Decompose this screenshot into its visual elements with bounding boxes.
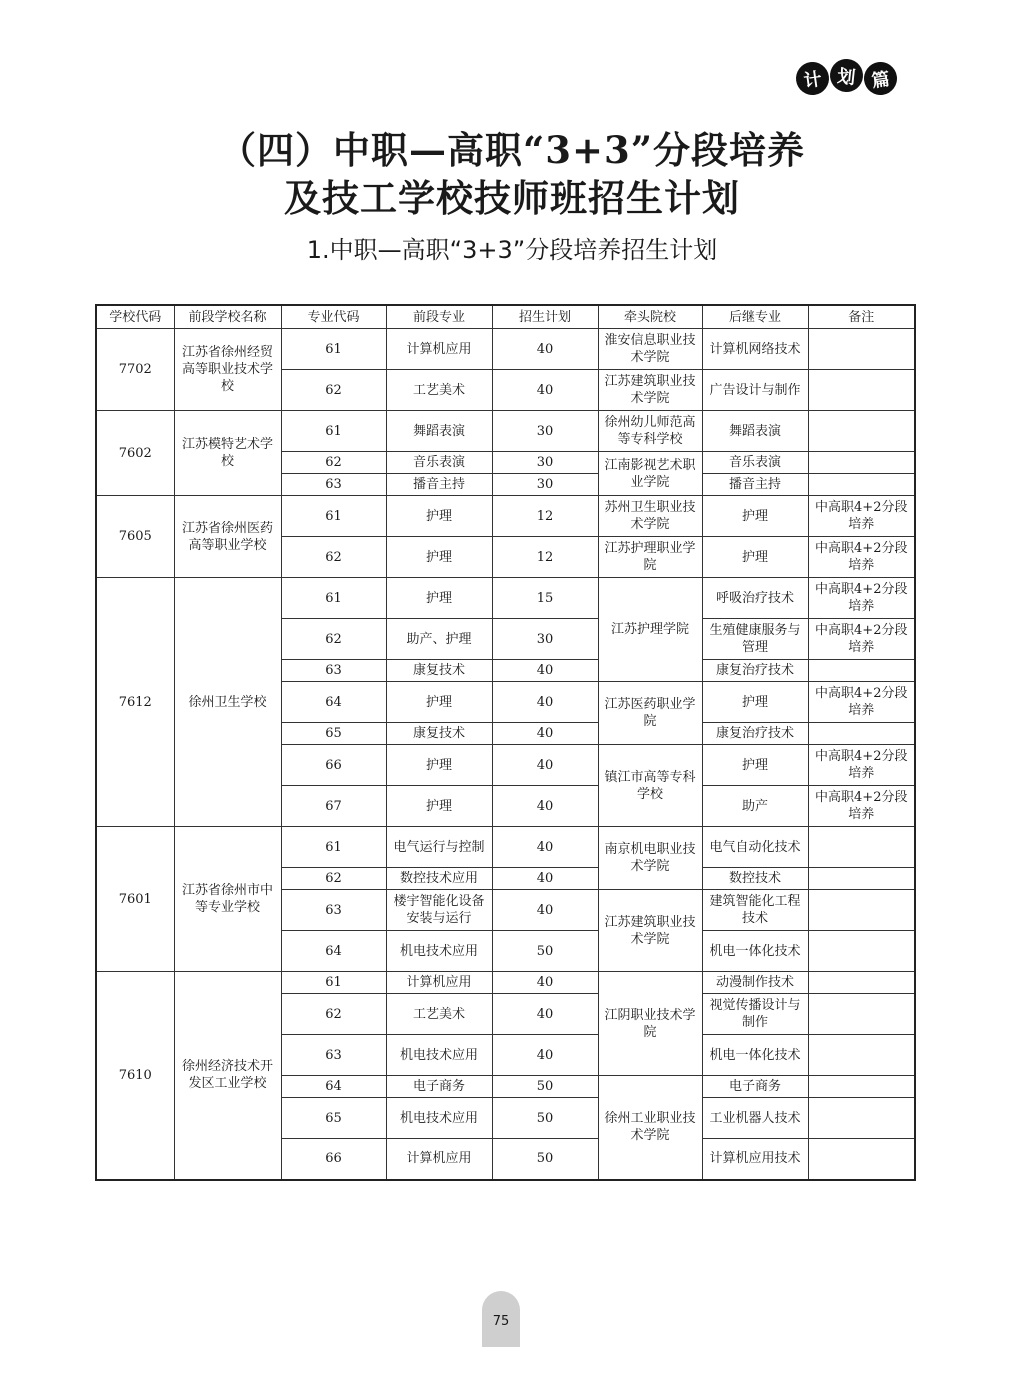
note-cell bbox=[808, 329, 915, 370]
next-major-cell: 计算机网络技术 bbox=[702, 329, 808, 370]
table-row bbox=[96, 411, 915, 452]
next-major-cell: 助产 bbox=[702, 786, 808, 827]
school-name-cell: 江苏省徐州医药高等职业学校 bbox=[174, 496, 281, 578]
school-code-cell: 7605 bbox=[96, 496, 174, 578]
school-name-cell: 江苏省徐州经贸高等职业技术学校 bbox=[174, 329, 281, 411]
plan-cell: 30 bbox=[492, 411, 598, 452]
major-code-cell: 65 bbox=[281, 723, 386, 745]
major-cell: 机电技术应用 bbox=[386, 1035, 492, 1076]
major-code-cell: 62 bbox=[281, 868, 386, 890]
school-code-cell: 7702 bbox=[96, 329, 174, 411]
major-code-cell: 62 bbox=[281, 619, 386, 660]
major-code-cell: 61 bbox=[281, 972, 386, 994]
next-major-cell: 机电一体化技术 bbox=[702, 1035, 808, 1076]
next-major-cell: 视觉传播设计与制作 bbox=[702, 994, 808, 1035]
school-code-cell: 7601 bbox=[96, 827, 174, 972]
major-cell: 护理 bbox=[386, 786, 492, 827]
major-cell: 护理 bbox=[386, 745, 492, 786]
plan-cell: 40 bbox=[492, 994, 598, 1035]
lead-college-cell: 淮安信息职业技术学院 bbox=[598, 329, 702, 370]
major-cell: 计算机应用 bbox=[386, 1139, 492, 1180]
note-cell bbox=[808, 411, 915, 452]
header-major: 前段专业 bbox=[386, 305, 492, 329]
plan-cell: 50 bbox=[492, 1098, 598, 1139]
next-major-cell: 护理 bbox=[702, 745, 808, 786]
plan-cell: 12 bbox=[492, 537, 598, 578]
major-code-cell: 61 bbox=[281, 578, 386, 619]
header-next-major: 后继专业 bbox=[702, 305, 808, 329]
note-cell bbox=[808, 1139, 915, 1180]
header-note: 备注 bbox=[808, 305, 915, 329]
major-code-cell: 63 bbox=[281, 474, 386, 496]
note-cell bbox=[808, 890, 915, 931]
note-cell bbox=[808, 1035, 915, 1076]
major-cell: 机电技术应用 bbox=[386, 931, 492, 972]
next-major-cell: 生殖健康服务与管理 bbox=[702, 619, 808, 660]
lead-college-cell: 苏州卫生职业技术学院 bbox=[598, 496, 702, 537]
major-code-cell: 65 bbox=[281, 1098, 386, 1139]
major-cell: 楼宇智能化设备安装与运行 bbox=[386, 890, 492, 931]
section-badge bbox=[796, 62, 897, 95]
next-major-cell: 康复治疗技术 bbox=[702, 723, 808, 745]
lead-college-cell: 江苏护理学院 bbox=[598, 578, 702, 682]
major-cell: 音乐表演 bbox=[386, 452, 492, 474]
note-cell bbox=[808, 994, 915, 1035]
next-major-cell: 呼吸治疗技术 bbox=[702, 578, 808, 619]
major-code-cell: 63 bbox=[281, 1035, 386, 1076]
major-cell: 播音主持 bbox=[386, 474, 492, 496]
plan-cell: 50 bbox=[492, 931, 598, 972]
major-cell: 护理 bbox=[386, 537, 492, 578]
school-name-cell: 徐州卫生学校 bbox=[174, 578, 281, 827]
note-cell bbox=[808, 474, 915, 496]
header-school-name: 前段学校名称 bbox=[174, 305, 281, 329]
next-major-cell: 护理 bbox=[702, 682, 808, 723]
plan-cell: 30 bbox=[492, 474, 598, 496]
plan-cell: 50 bbox=[492, 1139, 598, 1180]
major-code-cell: 66 bbox=[281, 745, 386, 786]
badge-char: 划 bbox=[828, 57, 864, 93]
major-cell: 工艺美术 bbox=[386, 994, 492, 1035]
major-code-cell: 66 bbox=[281, 1139, 386, 1180]
plan-cell: 40 bbox=[492, 972, 598, 994]
major-cell: 机电技术应用 bbox=[386, 1098, 492, 1139]
note-cell: 中高职4+2分段培养 bbox=[808, 745, 915, 786]
note-cell bbox=[808, 723, 915, 745]
enrollment-plan-table bbox=[95, 304, 916, 1181]
plan-cell: 40 bbox=[492, 890, 598, 931]
next-major-cell: 护理 bbox=[702, 496, 808, 537]
major-cell: 电气运行与控制 bbox=[386, 827, 492, 868]
next-major-cell: 电子商务 bbox=[702, 1076, 808, 1098]
next-major-cell: 数控技术 bbox=[702, 868, 808, 890]
next-major-cell: 建筑智能化工程技术 bbox=[702, 890, 808, 931]
lead-college-cell: 徐州工业职业技术学院 bbox=[598, 1076, 702, 1180]
lead-college-cell: 镇江市高等专科学校 bbox=[598, 745, 702, 827]
note-cell bbox=[808, 1076, 915, 1098]
next-major-cell: 护理 bbox=[702, 537, 808, 578]
plan-cell: 30 bbox=[492, 619, 598, 660]
note-cell bbox=[808, 972, 915, 994]
table-row bbox=[96, 827, 915, 868]
next-major-cell: 计算机应用技术 bbox=[702, 1139, 808, 1180]
plan-cell: 40 bbox=[492, 370, 598, 411]
plan-cell: 40 bbox=[492, 329, 598, 370]
major-cell: 护理 bbox=[386, 578, 492, 619]
major-code-cell: 62 bbox=[281, 370, 386, 411]
major-code-cell: 64 bbox=[281, 682, 386, 723]
major-cell: 数控技术应用 bbox=[386, 868, 492, 890]
next-major-cell: 广告设计与制作 bbox=[702, 370, 808, 411]
note-cell: 中高职4+2分段培养 bbox=[808, 578, 915, 619]
plan-cell: 40 bbox=[492, 682, 598, 723]
plan-cell: 40 bbox=[492, 660, 598, 682]
badge-char: 计 bbox=[794, 60, 831, 97]
major-cell: 护理 bbox=[386, 496, 492, 537]
plan-cell: 40 bbox=[492, 1035, 598, 1076]
note-cell bbox=[808, 1098, 915, 1139]
table-row bbox=[96, 329, 915, 370]
next-major-cell: 康复治疗技术 bbox=[702, 660, 808, 682]
lead-college-cell: 江苏建筑职业技术学院 bbox=[598, 370, 702, 411]
school-name-cell: 江苏省徐州市中等专业学校 bbox=[174, 827, 281, 972]
major-cell: 护理 bbox=[386, 682, 492, 723]
major-code-cell: 62 bbox=[281, 994, 386, 1035]
next-major-cell: 舞蹈表演 bbox=[702, 411, 808, 452]
lead-college-cell: 江苏医药职业学院 bbox=[598, 682, 702, 745]
major-cell: 康复技术 bbox=[386, 723, 492, 745]
section-subtitle: 1.中职—高职“3+3”分段培养招生计划 bbox=[306, 236, 718, 264]
plan-cell: 15 bbox=[492, 578, 598, 619]
major-code-cell: 62 bbox=[281, 452, 386, 474]
note-cell bbox=[808, 660, 915, 682]
note-cell: 中高职4+2分段培养 bbox=[808, 619, 915, 660]
plan-cell: 30 bbox=[492, 452, 598, 474]
note-cell: 中高职4+2分段培养 bbox=[808, 786, 915, 827]
table-header-row bbox=[96, 305, 915, 329]
major-cell: 助产、护理 bbox=[386, 619, 492, 660]
note-cell: 中高职4+2分段培养 bbox=[808, 682, 915, 723]
school-name-cell: 徐州经济技术开发区工业学校 bbox=[174, 972, 281, 1180]
plan-cell: 50 bbox=[492, 1076, 598, 1098]
page-title-line2: 及技工学校技师班招生计划 bbox=[284, 176, 740, 220]
plan-cell: 40 bbox=[492, 868, 598, 890]
table-row bbox=[96, 496, 915, 537]
title-block bbox=[0, 126, 1024, 266]
note-cell: 中高职4+2分段培养 bbox=[808, 537, 915, 578]
major-code-cell: 64 bbox=[281, 931, 386, 972]
badge-char: 篇 bbox=[862, 60, 899, 97]
next-major-cell: 机电一体化技术 bbox=[702, 931, 808, 972]
page-title-line1: （四）中职—高职“3+3”分段培养 bbox=[218, 128, 806, 172]
school-code-cell: 7610 bbox=[96, 972, 174, 1180]
header-plan: 招生计划 bbox=[492, 305, 598, 329]
header-school-code: 学校代码 bbox=[96, 305, 174, 329]
note-cell bbox=[808, 931, 915, 972]
major-code-cell: 61 bbox=[281, 496, 386, 537]
page-number: 75 bbox=[482, 1291, 520, 1347]
major-code-cell: 63 bbox=[281, 890, 386, 931]
school-code-cell: 7612 bbox=[96, 578, 174, 827]
lead-college-cell: 江苏建筑职业技术学院 bbox=[598, 890, 702, 972]
next-major-cell: 工业机器人技术 bbox=[702, 1098, 808, 1139]
major-cell: 康复技术 bbox=[386, 660, 492, 682]
major-code-cell: 61 bbox=[281, 329, 386, 370]
plan-cell: 12 bbox=[492, 496, 598, 537]
table-row bbox=[96, 972, 915, 994]
school-code-cell: 7602 bbox=[96, 411, 174, 496]
major-cell: 计算机应用 bbox=[386, 329, 492, 370]
next-major-cell: 电气自动化技术 bbox=[702, 827, 808, 868]
plan-cell: 40 bbox=[492, 723, 598, 745]
lead-college-cell: 江南影视艺术职业学院 bbox=[598, 452, 702, 496]
note-cell bbox=[808, 827, 915, 868]
major-cell: 舞蹈表演 bbox=[386, 411, 492, 452]
major-code-cell: 64 bbox=[281, 1076, 386, 1098]
lead-college-cell: 江阴职业技术学院 bbox=[598, 972, 702, 1076]
next-major-cell: 播音主持 bbox=[702, 474, 808, 496]
next-major-cell: 动漫制作技术 bbox=[702, 972, 808, 994]
plan-cell: 40 bbox=[492, 786, 598, 827]
major-code-cell: 67 bbox=[281, 786, 386, 827]
note-cell bbox=[808, 868, 915, 890]
lead-college-cell: 徐州幼儿师范高等专科学校 bbox=[598, 411, 702, 452]
note-cell bbox=[808, 452, 915, 474]
major-code-cell: 62 bbox=[281, 537, 386, 578]
table-row bbox=[96, 578, 915, 619]
major-code-cell: 63 bbox=[281, 660, 386, 682]
next-major-cell: 音乐表演 bbox=[702, 452, 808, 474]
note-cell bbox=[808, 370, 915, 411]
major-cell: 电子商务 bbox=[386, 1076, 492, 1098]
header-major-code: 专业代码 bbox=[281, 305, 386, 329]
school-name-cell: 江苏模特艺术学校 bbox=[174, 411, 281, 496]
major-code-cell: 61 bbox=[281, 411, 386, 452]
header-lead-college: 牵头院校 bbox=[598, 305, 702, 329]
major-code-cell: 61 bbox=[281, 827, 386, 868]
major-cell: 工艺美术 bbox=[386, 370, 492, 411]
major-cell: 计算机应用 bbox=[386, 972, 492, 994]
plan-cell: 40 bbox=[492, 827, 598, 868]
lead-college-cell: 江苏护理职业学院 bbox=[598, 537, 702, 578]
lead-college-cell: 南京机电职业技术学院 bbox=[598, 827, 702, 890]
plan-cell: 40 bbox=[492, 745, 598, 786]
note-cell: 中高职4+2分段培养 bbox=[808, 496, 915, 537]
